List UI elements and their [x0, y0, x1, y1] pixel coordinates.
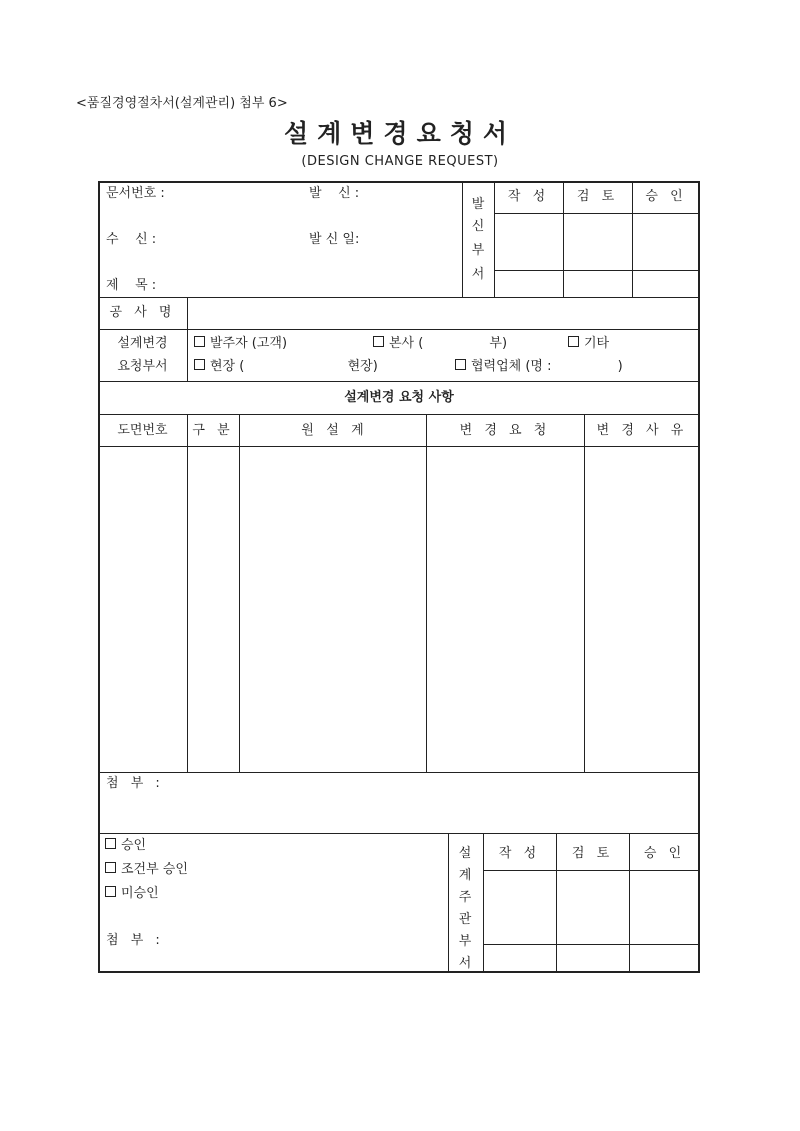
option-other[interactable]	[568, 336, 609, 352]
table-column-line	[239, 414, 240, 772]
option-partner[interactable]	[455, 359, 623, 375]
page-subtitle: (DESIGN CHANGE REQUEST)	[301, 154, 499, 169]
approval-bottom-header-line	[483, 870, 700, 871]
sender-dept-char: 발	[471, 197, 485, 212]
approval-bottom-header-approve: 승 인	[643, 846, 686, 861]
sender-dept-char: 부	[471, 243, 485, 258]
design-dept-char: 관	[458, 912, 472, 927]
option-other-label: 기타	[584, 336, 610, 351]
approval-bottom-header-write: 작 성	[498, 846, 541, 861]
doc-number-label: 문서번호 :	[106, 186, 165, 201]
sender-dept-char: 신	[471, 219, 485, 234]
option-site-label: 현장 ( 현장)	[210, 359, 378, 374]
option-partner-label: 협력업체 (명 : )	[471, 359, 623, 374]
approval-top-header-approve: 승 인	[645, 189, 687, 204]
decision-reject[interactable]	[105, 886, 159, 902]
divider-attachment-row	[98, 833, 700, 834]
approval-top-header-write: 작 성	[507, 189, 550, 204]
design-dept-char: 서	[458, 956, 472, 971]
checkbox-icon[interactable]	[105, 886, 116, 897]
decision-conditional[interactable]	[105, 862, 188, 878]
bottom-attachment-label: 첨 부 :	[106, 933, 164, 948]
decision-reject-label: 미승인	[121, 886, 159, 901]
table-column-line	[584, 414, 585, 772]
col-category: 구 분	[192, 423, 234, 438]
checkbox-icon[interactable]	[455, 359, 466, 370]
checkbox-icon[interactable]	[105, 862, 116, 873]
checkbox-icon[interactable]	[373, 336, 384, 347]
label-column-line	[187, 297, 188, 381]
divider-dept-row	[98, 381, 700, 382]
design-dept-char: 주	[458, 890, 472, 905]
divider-table-body	[98, 772, 700, 773]
sender-label: 발 신 :	[309, 186, 360, 201]
approval-bottom-header-review: 검 토	[571, 846, 614, 861]
checkbox-icon[interactable]	[568, 336, 579, 347]
design-dept-char: 설	[458, 846, 472, 861]
requesting-dept-label-1: 설계변경	[117, 336, 168, 351]
col-change-reason: 변 경 사 유	[596, 423, 688, 438]
divider-project-row	[98, 329, 700, 330]
decision-approve-label: 승인	[121, 838, 147, 853]
decision-conditional-label: 조건부 승인	[121, 862, 188, 877]
col-drawing-number: 도면번호	[117, 423, 168, 438]
decision-approve[interactable]	[105, 838, 146, 854]
option-site[interactable]	[194, 359, 378, 375]
divider-heading-row	[98, 414, 700, 415]
attachment-label: 첨 부 :	[106, 776, 164, 791]
checkbox-icon[interactable]	[194, 359, 205, 370]
receiver-label: 수 신 :	[106, 232, 157, 247]
document-reference: <품질경영절차서(설계관리) 첨부 6>	[76, 96, 288, 111]
approval-top-sign-line	[494, 270, 700, 271]
send-date-label: 발 신 일:	[309, 232, 360, 247]
design-dept-char: 계	[458, 868, 472, 883]
checkbox-icon[interactable]	[194, 336, 205, 347]
subject-label: 제 목 :	[106, 278, 157, 293]
project-name-label: 공 사 명	[109, 305, 176, 320]
sender-dept-char: 서	[471, 267, 485, 282]
approval-bottom-divider	[448, 833, 449, 973]
col-original-design: 원 설 계	[301, 423, 364, 438]
option-client[interactable]	[194, 336, 287, 352]
approval-bottom-sign-line	[483, 944, 700, 945]
page-title: 설계변경요청서	[283, 119, 517, 148]
approval-top-header-review: 검 토	[576, 189, 619, 204]
table-column-line	[187, 414, 188, 772]
option-headquarters[interactable]	[373, 336, 507, 352]
design-dept-char: 부	[458, 934, 472, 949]
approval-top-divider	[462, 181, 463, 297]
approval-top-header-line	[494, 213, 700, 214]
col-change-request: 변 경 요 청	[459, 423, 551, 438]
option-headquarters-label: 본사 ( 부)	[389, 336, 508, 351]
checkbox-icon[interactable]	[105, 838, 116, 849]
table-column-line	[426, 414, 427, 772]
divider-column-header	[98, 446, 700, 447]
request-section-heading: 설계변경 요청 사항	[344, 390, 454, 405]
option-client-label: 발주자 (고객)	[210, 336, 288, 351]
divider-top-section	[98, 297, 700, 298]
requesting-dept-label-2: 요청부서	[117, 359, 168, 374]
